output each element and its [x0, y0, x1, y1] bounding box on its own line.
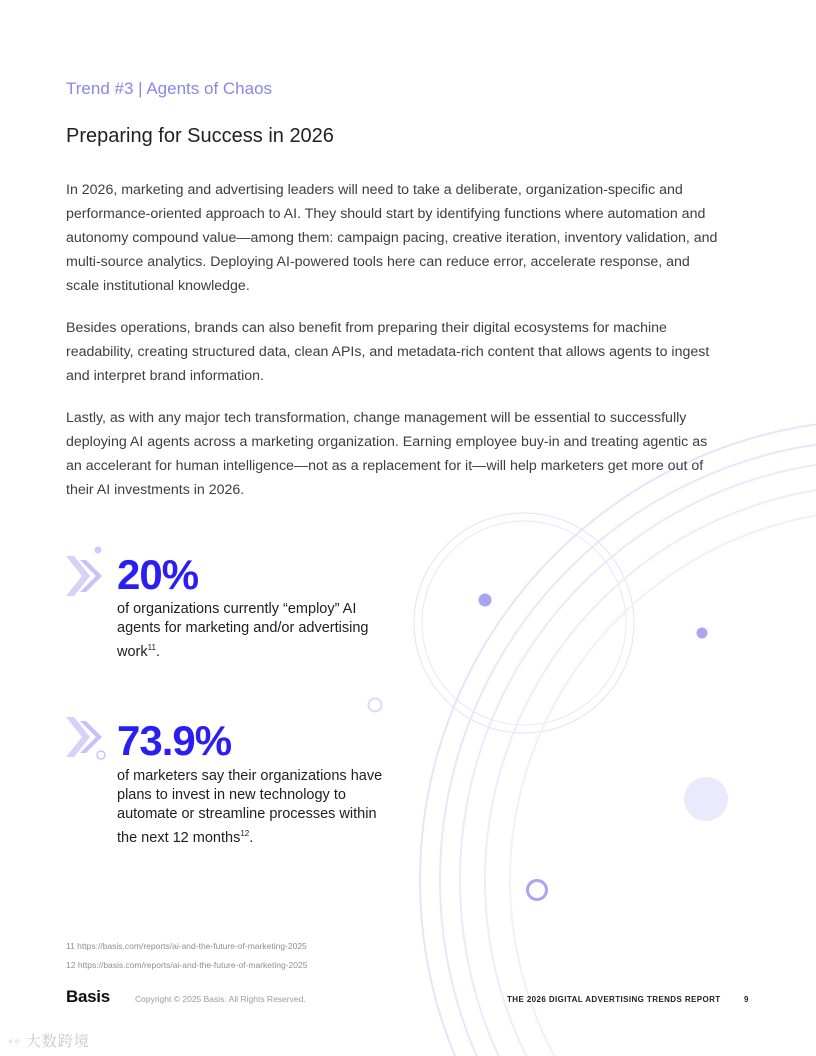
body-paragraph: In 2026, marketing and advertising leaders will need to take a deliberate, organization-specific and performance-oriented approach to AI. They should start by identifying functions where automation and autonomy compound value—among them: campaign pacing, creative iteration, inventory validation, and multi-source analytics. Deploying AI-powered tools here can reduce error, accelerate response, and scale institutional knowledge. [66, 182, 718, 294]
decor-arc [510, 510, 816, 1056]
stat-value: 73.9% [117, 717, 232, 764]
footnote: 11 https://basis.com/reports/ai-and-the-future-of-marketing-2025 [66, 941, 307, 951]
page-title: Preparing for Success in 2026 [66, 125, 334, 147]
page-number: 9 [744, 995, 749, 1004]
body-paragraph: Besides operations, brands can also benefit from preparing their digital ecosystems for machine readability, creating structured data, clean APIs, and metadata-rich content that allows agents to ingest and interpret brand information. [66, 320, 710, 384]
report-title: THE 2026 DIGITAL ADVERTISING TRENDS REPORT [507, 995, 721, 1004]
decor-arc [485, 485, 816, 1056]
decor-ring-small [369, 699, 382, 712]
chevron-arrows-icon [66, 717, 106, 757]
decor-arc [420, 420, 816, 1056]
trend-label: Trend #3 | Agents of Chaos [66, 79, 273, 98]
copyright-text: Copyright © 2025 Basis. All Rights Reserved. [135, 994, 306, 1004]
footnote-ref: 11 [147, 643, 156, 652]
decor-dot [684, 777, 728, 821]
stat-description: of marketers say their organizations have plans to invest in new technology to automate or streamline processes within the next 12 months$^{12}$. [117, 768, 383, 846]
stat-description-text: of marketers say their organizations have plans to invest in new technology to automate or streamline processes within the next 12 months [117, 768, 383, 846]
decor-dot [479, 594, 492, 607]
decor-dot [95, 547, 102, 554]
footnote: 12 https://basis.com/reports/ai-and-the-future-of-marketing-2025 [66, 960, 308, 970]
decor-arc [440, 440, 816, 1056]
body-paragraph: Lastly, as with any major tech transformation, change management will be essential to successfully deploying AI agents across a marketing organization. Earning employee buy-in and treating agentic as an accelerant for human intelligence—not as a replacement for it—will help marketers get more out of their AI investments in 2026. [66, 410, 708, 498]
footnote-ref: 12 [240, 829, 250, 838]
watermark: ◦◦ 大数跨境 [8, 1033, 90, 1050]
basis-logo: Basis [66, 987, 110, 1006]
decor-dot [697, 628, 708, 639]
decor-arc [460, 460, 816, 1056]
decor-ring-small [528, 881, 547, 900]
stat-description: of organizations currently “employ” AI agents for marketing and/or advertising work$^{11}$. [117, 601, 369, 660]
chevron-arrows-icon [66, 556, 106, 596]
watermark-text: 大数跨境 [25, 1033, 90, 1050]
stat-value: 20% [117, 551, 199, 598]
stat-description-text: of organizations currently “employ” AI agents for marketing and/or advertising work [117, 601, 369, 660]
